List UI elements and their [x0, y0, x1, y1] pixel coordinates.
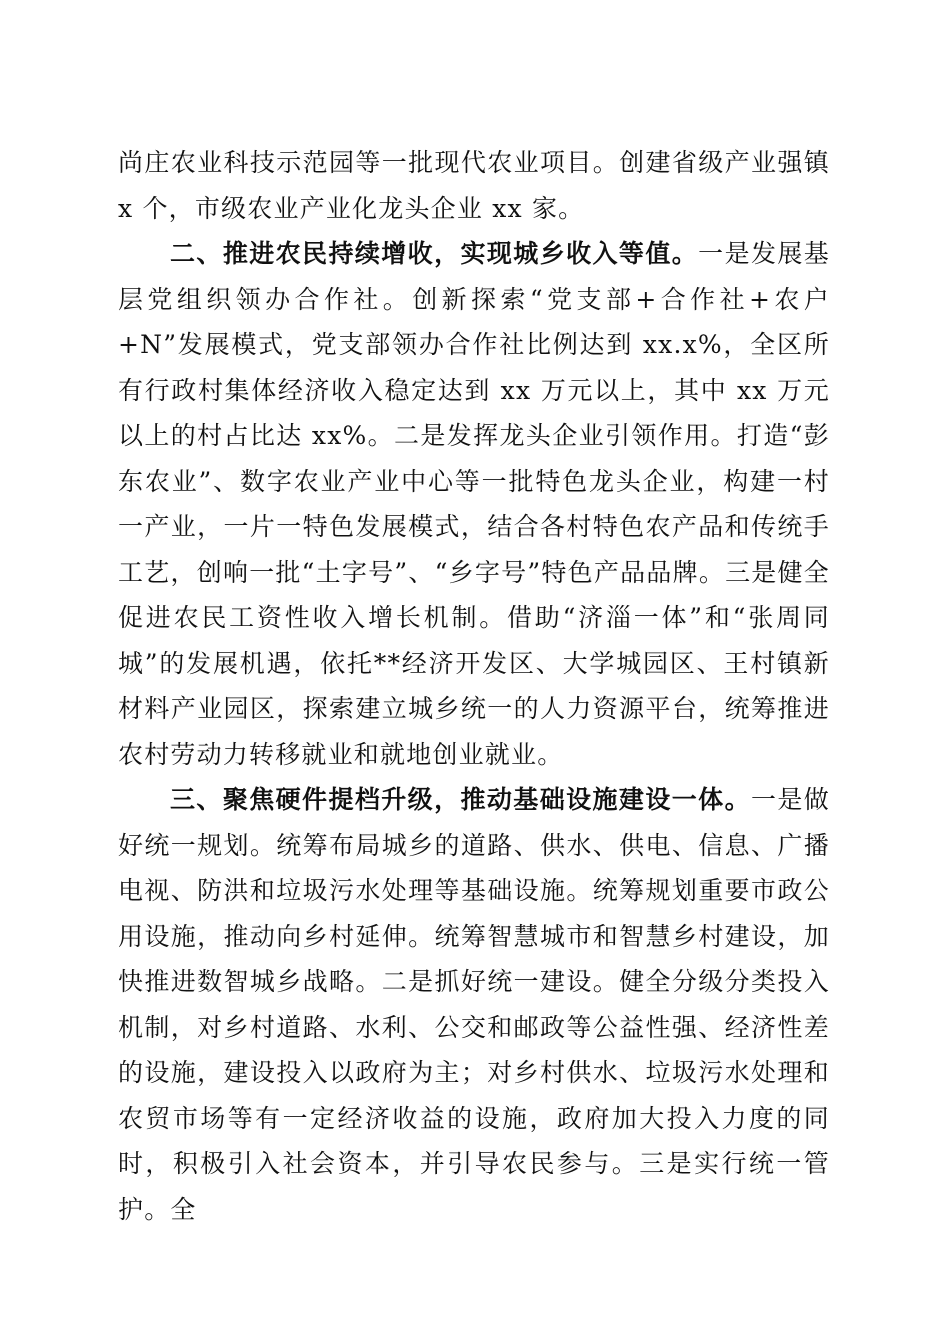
- paragraph-continuation: [118, 140, 830, 231]
- paragraph-body: 一是发展基层党组织领办合作社。创新探索“党支部+合作社+农户+N”发展模式，党支部领办合作社比例达到 xx.x%，全区所有行政村集体经济收入稳定达到 xx 万元以上，其中 xx 万元以上的村占比达 xx%。二是发挥龙头企业引领作用。打造“彭东农业”、数字农业产业中心等一批特色龙头企业，构建一村一产业，一片一特色发展模式，结合各村特色农产品和传统手工艺，创响一批“土字号”、“乡字号”特色产品品牌。三是健全促进农民工资性收入增长机制。借助“济淄一体”和“张周同城”的发展机遇，依托**经济开发区、大学城园区、王村镇新材料产业园区，探索建立城乡统一的人力资源平台，统筹推进农村劳动力转移就业和就地创业就业。: [118, 239, 830, 769]
- paragraph-section-two: [118, 231, 830, 777]
- section-heading: 二、推进农民持续增收，实现城乡收入等值。: [170, 239, 699, 268]
- paragraph-body: 一是做好统一规划。统筹布局城乡的道路、供水、供电、信息、广播电视、防洪和垃圾污水处理等基础设施。统筹规划重要市政公用设施，推动向乡村延伸。统筹智慧城市和智慧乡村建设，加快推进数智城乡战略。二是抓好统一建设。健全分级分类投入机制，对乡村道路、水利、公交和邮政等公益性强、经济性差的设施，建设投入以政府为主；对乡村供水、垃圾污水处理和农贸市场等有一定经济收益的设施，政府加大投入力度的同时，积极引入社会资本，并引导农民参与。三是实行统一管护。全: [118, 785, 831, 1224]
- document-page: [118, 140, 830, 1232]
- paragraph-body: 尚庄农业科技示范园等一批现代农业项目。创建省级产业强镇 x 个，市级农业产业化龙头企业 xx 家。: [118, 148, 830, 223]
- paragraph-section-three: [118, 777, 830, 1232]
- section-heading: 三、聚焦硬件提档升级，推动基础设施建设一体。: [170, 785, 751, 814]
